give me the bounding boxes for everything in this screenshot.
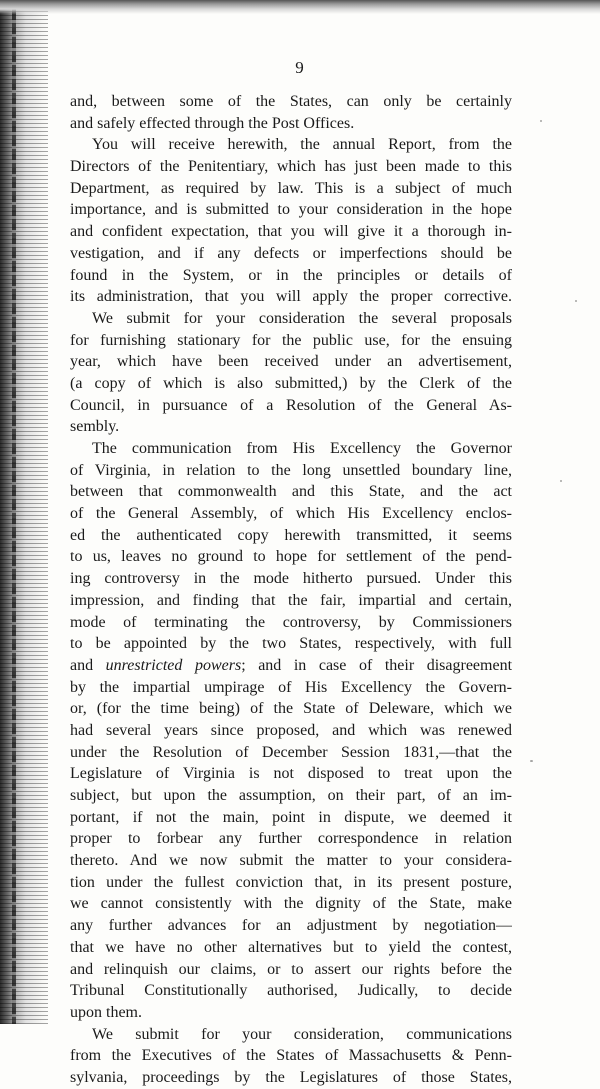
text-line: and, between some of the States, can only be certainly <box>70 93 512 110</box>
text-line: for furnishing stationary for the public use, for the ensuing <box>70 331 512 349</box>
text-line: thereto. And we now submit the matter to your considera- <box>70 852 512 870</box>
text-line: We submit for your consideration the several proposals <box>92 309 512 327</box>
text-line: sylvania, proceedings by the Legislatures of those States, <box>70 1068 512 1086</box>
text-line: Tribunal Constitutionally authorised, Judically, to decide <box>70 982 512 1000</box>
text-line-segment: and <box>70 656 106 674</box>
text-line: ing controversy in the mode hitherto pursued. Under this <box>70 570 512 588</box>
scan-speckle <box>575 300 577 302</box>
text-line: of the General Assembly, of which His Excellency enclos- <box>70 505 512 523</box>
text-line: proper to forbear any further correspondence in relation <box>70 830 512 848</box>
text-line-segment: ; and in case of their disagreement <box>241 656 512 674</box>
text-line: had several years since proposed, and which was renewed <box>70 721 512 739</box>
text-line: Legislature of Virginia is not disposed to treat upon the <box>70 765 512 783</box>
text-line: sembly. <box>70 418 120 436</box>
text-line: to be appointed by the two States, respectively, with full <box>70 635 512 653</box>
text-line: between that commonwealth and this State, and the act <box>70 483 512 501</box>
text-line: its administration, that you will apply the proper corrective. <box>70 288 512 306</box>
text-line: The communication from His Excellency the Governor <box>92 440 512 457</box>
text-line: to us, leaves no ground to hope for settlement of the pend- <box>70 548 512 566</box>
text-line: subject, but upon the assumption, on their part, of an im- <box>70 787 512 804</box>
text-line: and relinquish our claims, or to assert our rights before the <box>70 960 512 978</box>
text-line: and safely effected through the Post Offices. <box>70 114 355 132</box>
text-line: Council, in pursuance of a Resolution of the General As- <box>70 396 512 414</box>
text-line: You will receive herewith, the annual Report, from the <box>92 136 512 154</box>
scan-speckle <box>530 760 533 762</box>
text-line: upon them. <box>70 1003 142 1021</box>
document-body-text <box>70 91 512 1089</box>
text-line: portant, if not the main, point in dispute, we deemed it <box>70 808 512 826</box>
text-line: mode of terminating the controversy, by Commissioners <box>70 613 512 631</box>
text-line: by the impartial umpirage of His Excellency the Govern- <box>70 678 512 696</box>
page-number: 9 <box>295 58 305 77</box>
text-line: We submit for your consideration, communications <box>92 1025 512 1043</box>
text-line: from the Executives of the States of Massachusetts & Penn- <box>70 1047 512 1065</box>
binding-stitch-strip <box>12 0 16 1024</box>
text-line: importance, and is submitted to your consideration in the hope <box>70 201 512 219</box>
text-line: under the Resolution of December Session 1831,—that the <box>70 743 512 761</box>
text-line: impression, and finding that the fair, impartial and certain, <box>70 591 512 609</box>
text-line: (a copy of which is also submitted,) by the Clerk of the <box>70 374 512 392</box>
text-line: and confident expectation, that you will give it a thorough in- <box>70 223 512 241</box>
text-line: of Virginia, in relation to the long unsettled boundary line, <box>70 461 512 479</box>
italic-phrase: unrestricted powers <box>105 656 242 674</box>
text-line: vestigation, and if any defects or imperfections should be <box>70 244 512 262</box>
text-line: tion under the fullest conviction that, in its present posture, <box>70 873 512 891</box>
scan-speckle <box>540 120 542 122</box>
text-line: ed the authenticated copy herewith transmitted, it seems <box>70 526 512 544</box>
text-line: or, (for the time being) of the State of Deleware, which we <box>70 700 512 718</box>
text-line: Directors of the Penitentiary, which has just been made to this <box>70 158 512 176</box>
text-line: that we have no other alternatives but to yield the contest, <box>70 938 512 956</box>
text-line: Department, as required by law. This is a subject of much <box>70 179 512 197</box>
text-line <box>70 655 512 677</box>
text-line: any further advances for an adjustment by negotiation— <box>70 917 512 935</box>
text-line: year, which have been received under an advertisement, <box>70 353 512 371</box>
page-binding-shadow <box>0 0 48 1024</box>
text-line: found in the System, or in the principles or details of <box>70 266 512 284</box>
text-line: we cannot consistently with the dignity of the State, make <box>70 895 512 913</box>
scan-speckle <box>560 480 562 482</box>
page-top-edge-shadow <box>0 0 600 14</box>
